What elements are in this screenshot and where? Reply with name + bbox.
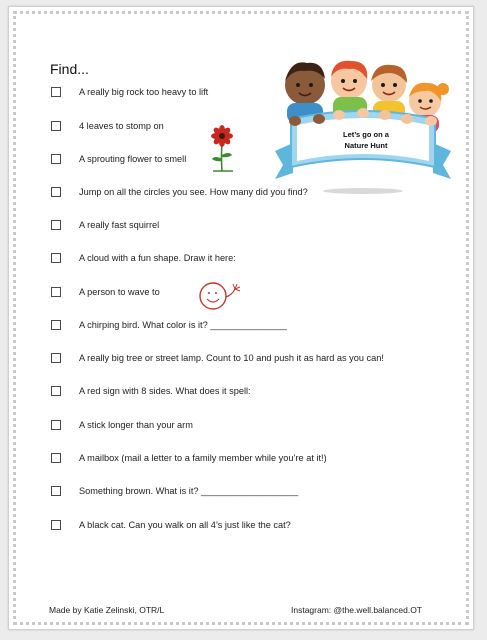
checkbox[interactable] [51,353,61,363]
waving-smiley-icon [195,279,245,313]
item-label: A really fast squirrel [79,220,160,230]
checklist-item[interactable] [51,285,160,299]
checkbox[interactable] [51,386,61,396]
banner-text: Let’s go on a Nature Hunt [343,130,389,150]
checkbox[interactable] [51,253,61,263]
checklist-item[interactable] [51,85,208,99]
author-credit: Made by Katie Zelinski, OTR/L [49,605,165,615]
item-label: A really big rock too heavy to lift [79,87,209,97]
checkbox[interactable] [51,520,61,530]
kids-banner-illustration [273,55,453,195]
item-label: A cloud with a fun shape. Draw it here: [79,253,236,263]
checkbox[interactable] [51,287,61,297]
checklist-item[interactable] [51,418,193,432]
checklist-item[interactable] [51,518,291,532]
flower-icon [207,125,237,173]
checkbox[interactable] [51,121,61,131]
checkbox[interactable] [51,87,61,97]
checkbox[interactable] [51,220,61,230]
item-label: A mailbox (mail a letter to a family member while you’re at it!) [79,453,327,463]
item-label: A chirping bird. What color is it? _______________ [79,320,287,330]
checkbox[interactable] [51,486,61,496]
worksheet-title: Find... [50,61,89,77]
checklist-item[interactable] [51,185,308,199]
instagram-handle: Instagram: @the.well.balanced.OT [291,605,422,615]
item-label: A stick longer than your arm [79,420,193,430]
checklist-item[interactable] [51,351,384,365]
checklist-item[interactable] [51,318,287,332]
item-label: Something brown. What is it? ___________________ [79,486,299,496]
item-label: A red sign with 8 sides. What does it spell: [79,386,251,396]
item-label: 4 leaves to stomp on [79,121,164,131]
checkbox[interactable] [51,453,61,463]
checklist-item[interactable] [51,119,164,133]
item-label: A sprouting flower to smell [79,154,187,164]
item-label: Jump on all the circles you see. How many did you find? [79,187,308,197]
item-label: A black cat. Can you walk on all 4’s just like the cat? [79,520,291,530]
checkbox[interactable] [51,154,61,164]
item-label: A really big tree or street lamp. Count to 10 and push it as hard as you can! [79,353,384,363]
checkbox[interactable] [51,187,61,197]
checklist-item[interactable] [51,384,251,398]
checklist-item[interactable] [51,152,186,166]
worksheet-page [8,6,474,630]
checkbox[interactable] [51,320,61,330]
checklist-item[interactable] [51,484,298,498]
item-label: A person to wave to [79,287,160,297]
checklist-item[interactable] [51,218,159,232]
checkbox[interactable] [51,420,61,430]
checklist-item[interactable] [51,251,236,265]
checklist-item[interactable] [51,451,327,465]
